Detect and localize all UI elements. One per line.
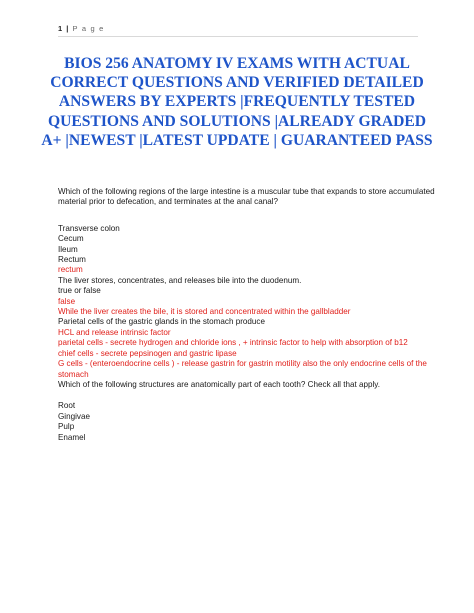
question-2-text: The liver stores, concentrates, and releases bile into the duodenum. [58, 275, 302, 285]
question-1-options [58, 224, 436, 266]
page-header [58, 24, 418, 37]
question-4-option: Gingivae [58, 411, 90, 421]
header-separator: | [66, 24, 69, 33]
question-4-option: Enamel [58, 432, 86, 442]
question-1-text: Which of the following regions of the large intestine is a muscular tube that expands to store accumulated material prior to defecation, and terminates at the anal canal? [58, 187, 435, 207]
question-1-option: Ileum [58, 244, 78, 254]
question-3-answer: HCL and release intrinsic factor [58, 327, 171, 337]
question-1-option: Rectum [58, 255, 86, 265]
question-4-text: Which of the following structures are anatomically part of each tooth? Check all that apply. [58, 379, 380, 389]
document-content [58, 187, 436, 443]
question-3-answer: parietal cells - secrete hydrogen and chloride ions , + intrinsic factor to help with absorption of b12 [58, 338, 408, 348]
question-4-options [58, 401, 436, 443]
page-number: 1 [58, 24, 63, 33]
question-1-answer: rectum [58, 265, 83, 275]
document-title: BIOS 256 ANATOMY IV EXAMS WITH ACTUAL CORRECT QUESTIONS AND VERIFIED DETAILED ANSWERS BY EXPERTS |FREQUENTLY TESTED QUESTIONS AND SOLUTIONS |ALREADY GRADED A+ |NEWEST |LATEST UPDATE | GUARANTEED PASS [41, 55, 433, 149]
question-2-answer: false [58, 296, 76, 306]
question-4-option: Pulp [58, 422, 75, 432]
question-3-answer: chief cells - secrete pepsinogen and gastric lipase [58, 348, 237, 358]
question-3-text: Parietal cells of the gastric glands in the stomach produce [58, 317, 265, 327]
question-2-explanation: While the liver creates the bile, it is stored and concentrated within the gallbladder [58, 307, 351, 317]
question-2-options: true or false [58, 286, 101, 296]
question-1-option: Cecum [58, 234, 84, 244]
page-label: P a g e [72, 24, 105, 33]
question-4-option: Root [58, 401, 76, 411]
question-3-answer: G cells - (enteroendocrine cells ) - release gastrin for gastrin motility also the only endocrine cells of the stomach [58, 359, 427, 379]
question-1-option: Transverse colon [58, 223, 120, 233]
